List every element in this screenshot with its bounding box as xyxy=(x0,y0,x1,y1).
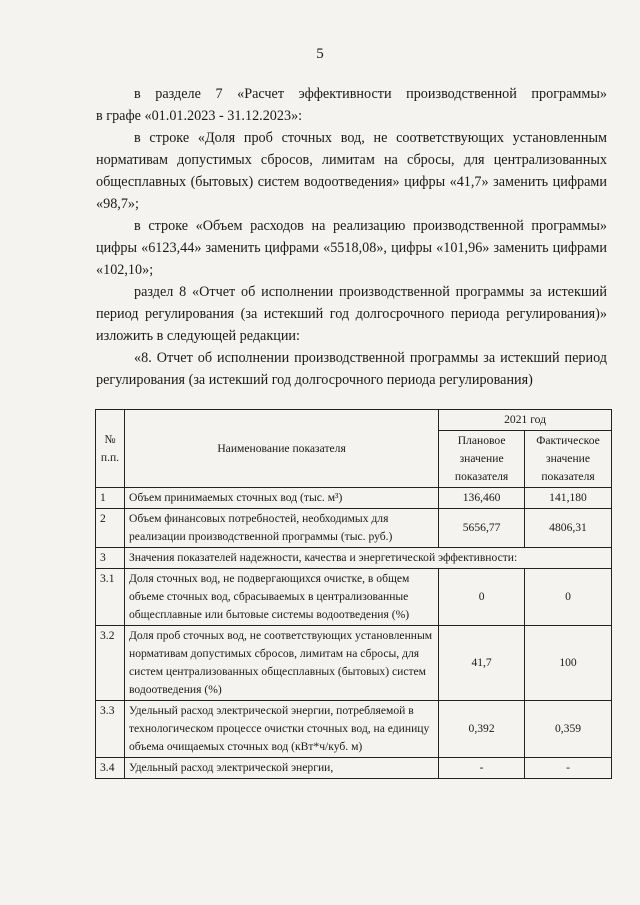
row-fact: 0 xyxy=(525,569,612,626)
row-name: Объем финансовых потребностей, необходимых для реализации производственной программы (тыс. руб.) xyxy=(124,509,438,548)
paragraph-section8-title: «8. Отчет об исполнении производственной программы за истекший период регулирования (за истекший год долгосрочного периода регулирования) xyxy=(96,350,607,388)
paragraph-row-samples: в строке «Доля проб сточных вод, не соответствующих установленным нормативам допустимых сбросов, лимитам на сбросы, для централизованных общесплавных (бытовых) систем водоотведения» цифры «41,7» заменить цифрами «98,7»; xyxy=(96,130,607,212)
row-plan: - xyxy=(439,758,525,779)
row-num: 3.3 xyxy=(96,701,125,758)
row-plan: 0 xyxy=(439,569,525,626)
row-fact: 0,359 xyxy=(525,701,612,758)
row-fact: 141,180 xyxy=(525,488,612,509)
table-row xyxy=(96,701,612,758)
table-row xyxy=(96,548,612,569)
row-fact: 4806,31 xyxy=(525,509,612,548)
row-name: Значения показателей надежности, качества и энергетической эффективности: xyxy=(124,548,611,569)
paragraph-row-expenses: в строке «Объем расходов на реализацию производственной программы» цифры «6123,44» заменить цифрами «5518,08», цифры «101,96» заменить цифрами «102,10»; xyxy=(96,218,607,278)
row-fact: - xyxy=(525,758,612,779)
table-row xyxy=(96,626,612,701)
row-name: Удельный расход электрической энергии, потребляемой в технологическом процессе очистки сточных вод, на единицу объема очищаемых сточных вод (кВт*ч/куб. м) xyxy=(124,701,438,758)
table-row xyxy=(96,509,612,548)
header-fact: Фактическое значение показателя xyxy=(525,431,612,488)
row-plan: 0,392 xyxy=(439,701,525,758)
report-table xyxy=(95,409,612,779)
table-row xyxy=(96,488,612,509)
table-header-row xyxy=(96,410,612,431)
row-num: 1 xyxy=(96,488,125,509)
row-plan: 5656,77 xyxy=(439,509,525,548)
header-plan: Плановое значение показателя xyxy=(439,431,525,488)
page-number: 5 xyxy=(316,46,324,62)
header-year: 2021 год xyxy=(439,410,612,431)
row-name: Доля проб сточных вод, не соответствующих установленным нормативам допустимых сбросов, лимитам на сбросы, для систем централизованных общесплавных (бытовых) систем водоотведения (%) xyxy=(124,626,438,701)
paragraph-section8: раздел 8 «Отчет об исполнении производственной программы за истекший период регулирования (за истекший год долгосрочного периода регулирования)» изложить в следующей редакции: xyxy=(96,284,607,344)
header-name: Наименование показателя xyxy=(124,410,438,488)
row-num: 3.4 xyxy=(96,758,125,779)
row-name: Объем принимаемых сточных вод (тыс. м³) xyxy=(124,488,438,509)
row-plan: 136,460 xyxy=(439,488,525,509)
row-name: Удельный расход электрической энергии, xyxy=(124,758,438,779)
paragraph-section7: в разделе 7 «Расчет эффективности производственной программы» xyxy=(134,86,607,102)
header-num: № п.п. xyxy=(96,410,125,488)
row-num: 3.1 xyxy=(96,569,125,626)
row-plan: 41,7 xyxy=(439,626,525,701)
table-row xyxy=(96,569,612,626)
row-num: 3.2 xyxy=(96,626,125,701)
row-num: 2 xyxy=(96,509,125,548)
row-name: Доля сточных вод, не подвергающихся очистке, в общем объеме сточных вод, сбрасываемых в централизованные общесплавные или бытовые системы водоотведения (%) xyxy=(124,569,438,626)
row-num: 3 xyxy=(96,548,125,569)
paragraph-column: в графе «01.01.2023 - 31.12.2023»: xyxy=(96,108,303,124)
row-fact: 100 xyxy=(525,626,612,701)
table-row xyxy=(96,758,612,779)
